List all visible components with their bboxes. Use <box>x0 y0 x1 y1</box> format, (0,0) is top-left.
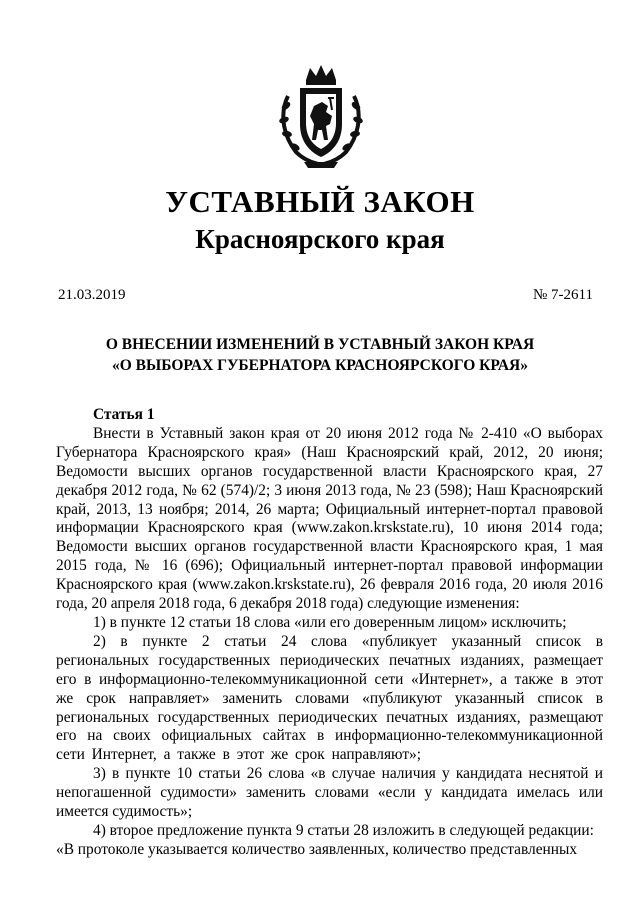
document-title: УСТАВНЫЙ ЗАКОН <box>165 184 475 219</box>
amendment-item-3: 3) в пункте 10 статьи 26 слова «в случае наличия у кандидата неснятой и непогашенной судимости» заменить словами «если у кандидата имелась или имеется судимость»; <box>56 765 603 821</box>
article-title: Статья 1 <box>93 406 155 423</box>
law-heading-line2: «О ВЫБОРАХ ГУБЕРНАТОРА КРАСНОЯРСКОГО КРАЯ» <box>111 357 528 374</box>
document-number: № 7-2611 <box>533 287 593 303</box>
amendment-item-1: 1) в пункте 12 статьи 18 слова «или его доверенным лицом» исключить; <box>93 613 567 631</box>
document-body <box>56 406 603 860</box>
amendment-item-2: 2) в пункте 2 статьи 24 слова «публикует указанный список в региональных государственных периодических печатных изданиях, размещает его в информационно-телекоммуникационной сети «Интернет», а также в этот же срок направляет» заменить словами «публикуют указанный список в региональных государственных периодических печатных изданиях, размещают его на своих официальных сайтах в информационно-телекоммуникационной сети Интернет, а также в этот же срок направляют»; <box>56 632 603 764</box>
article-intro: Внести в Уставный закон края от 20 июня 2012 года № 2-410 «О выборах Губернатора Красноярского края» (Наш Красноярский край, 2012, 20 июня; Ведомости высших органов государственной власти Красноярского края, 27 декабря 2012 года, № 62 (574)/2; 3 июня 2013 года, № 23 (598); Наш Красноярский край, 2013, 13 ноября; 2014, 26 марта; Официальный интернет-портал правовой информации Красноярского края (www.zakon.krskstate.ru), 10 июня 2014 года; Ведомости высших органов государственной власти Красноярского края, 1 мая 2015 года, № 16 (696); Официальный интернет-портал правовой информации Красноярского края (www.zakon.krskstate.ru), 26 февраля 2016 года, 20 июля 2016 года, 20 апреля 2018 года, 6 декабря 2018 года) следующие изменения: <box>56 424 603 613</box>
law-heading-line1: О ВНЕСЕНИИ ИЗМЕНЕНИЙ В УСТАВНЫЙ ЗАКОН КРАЯ <box>105 336 535 353</box>
document-subtitle: Красноярского края <box>195 224 445 254</box>
document-date: 21.03.2019 <box>58 287 126 303</box>
amendment-item-4: 4) второе предложение пункта 9 статьи 28 изложить в следующей редакции: <box>93 821 594 839</box>
coat-of-arms-icon <box>276 62 366 170</box>
amendment-item-4-quote: «В протоколе указывается количество заявленных, количество представленных <box>56 840 578 858</box>
